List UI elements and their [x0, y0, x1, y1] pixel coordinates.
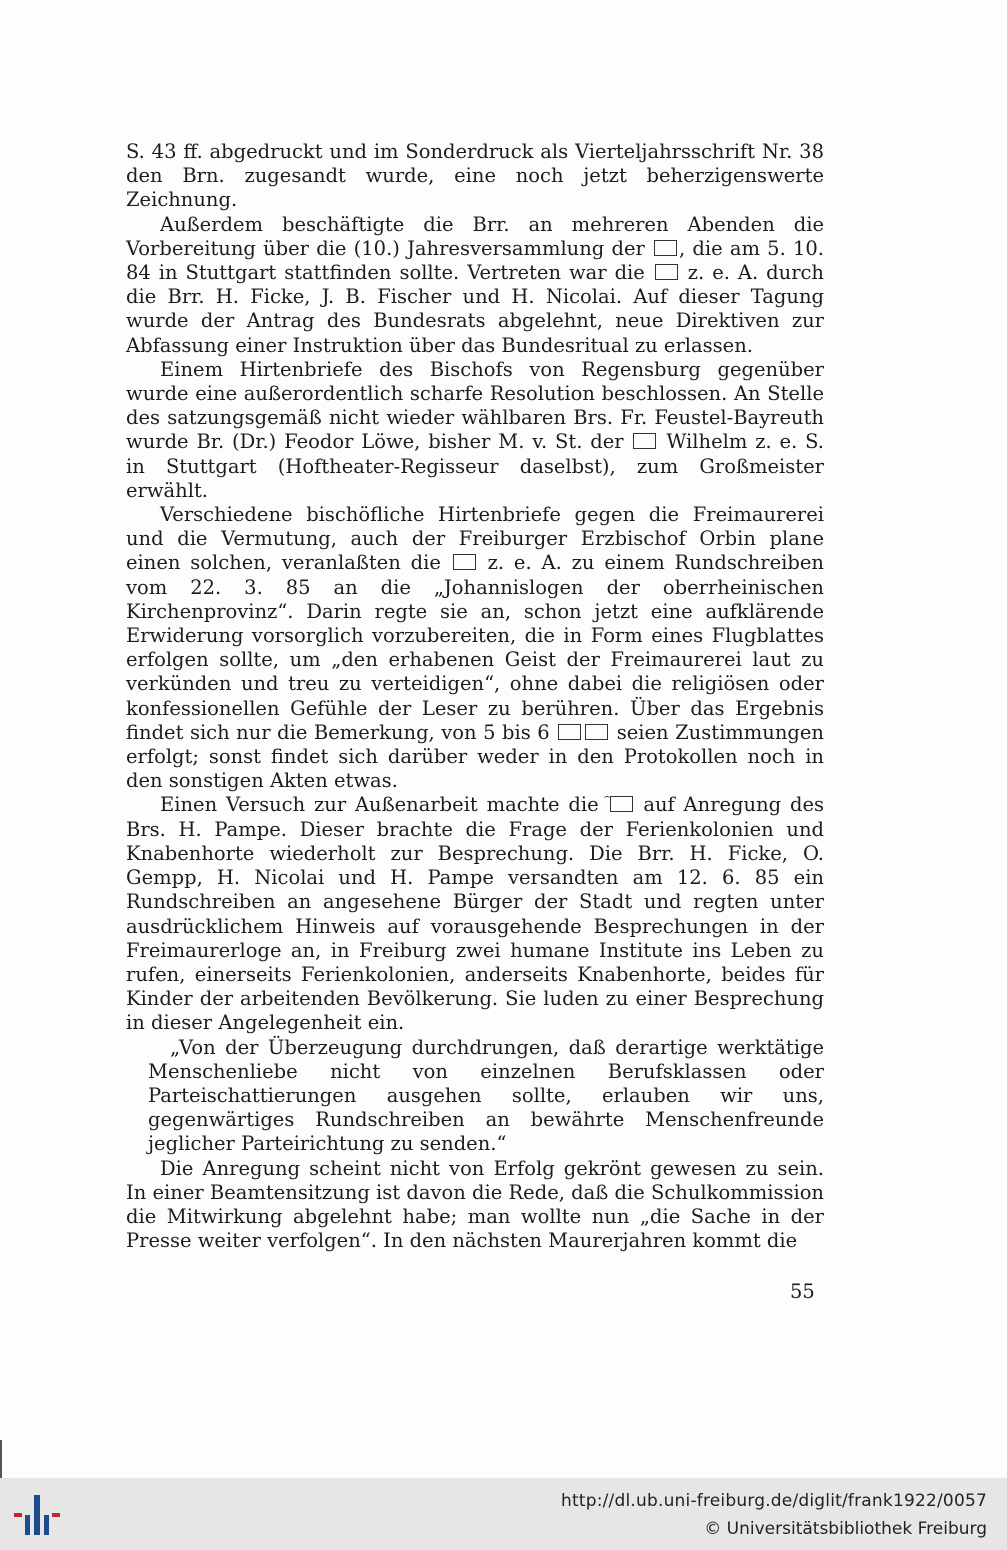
- lodge-symbol-icon: [558, 724, 581, 740]
- lodge-symbol-icon: [654, 240, 677, 256]
- body-text: [126, 140, 824, 1253]
- paragraph: S. 43 ff. abgedruckt und im Sonderdruck als Vierteljahrsschrift Nr. 38 den Brn. zugesandt wurde, eine noch jetzt beherzigenswerte Zeichnung.: [126, 140, 824, 212]
- ub-freiburg-logo-icon[interactable]: [14, 1491, 62, 1539]
- page-number: 55: [790, 1280, 815, 1303]
- scan-edge-line: [0, 1440, 2, 1480]
- lodge-symbol-icon: [453, 554, 476, 570]
- source-url-link[interactable]: http://dl.ub.uni-freiburg.de/diglit/frank1922/0057: [561, 1491, 987, 1511]
- paragraph: Einen Versuch zur Außenarbeit machte die auf Anregung des Brs. H. Pampe. Dieser brachte die Frage der Ferienkolonien und Knabenhorte wiederholt zur Besprechung. Die Brr. H. Ficke, O. Gempp, H. Nicolai und H. Pampe versandten am 12. 6. 85 ein Rundschreiben an angesehene Bürger der Stadt und regten unter ausdrücklichem Hinweis auf vorausgehende Besprechungen in der Freimaurerloge an, in Freiburg zwei humane Institute ins Leben zu rufen, einerseits Ferienkolonien, anderseits Knabenhorte, beides für Kinder der arbeitenden Bevölkerung. Sie luden zu einer Besprechung in dieser Angelegenheit ein.: [126, 793, 824, 1035]
- lodge-symbol-icon: [633, 433, 656, 449]
- lodge-symbol-icon: [655, 264, 678, 280]
- footer-bar: [0, 1478, 1007, 1550]
- paragraph: Verschiedene bischöfliche Hirtenbriefe gegen die Freimaurerei und die Vermutung, auch der Freiburger Erzbischof Orbin plane einen solchen, veranlaßten die z. e. A. zu einem Rundschreiben vom 22. 3. 85 an die „Johannislogen der oberrheinischen Kirchenprovinz“. Darin regte sie an, schon jetzt eine aufklärende Erwiderung vorsorglich vorzubereiten, die in Form eines Flugblattes erfolgen sollte, um „den erhabenen Geist der Freimaurerei laut zu verkünden und treu zu verteidigen“, ohne dabei die religiösen oder konfessionellen Gefühle der Leser zu berühren. Über das Ergebnis findet sich nur die Bemerkung, von 5 bis 6 seien Zustimmungen erfolgt; sonst findet sich darüber weder in den Protokollen noch in den sonstigen Akten etwas.: [126, 503, 824, 793]
- lodge-symbol-icon: [585, 724, 608, 740]
- paragraph: Einem Hirtenbriefe des Bischofs von Regensburg gegenüber wurde eine außerordentlich scharfe Resolution beschlossen. An Stelle des satzungsgemäß nicht wieder wählbaren Brs. Fr. Feustel-Bayreuth wurde Br. (Dr.) Feodor Löwe, bisher M. v. St. der Wilhelm z. e. S. in Stuttgart (Hoftheater-Regisseur daselbst), zum Großmeister erwählt.: [126, 357, 824, 502]
- quotation: „Von der Überzeugung durchdrungen, daß derartige werktätige Menschenliebe nicht von einzelnen Berufsklassen oder Parteischattierungen ausgehen sollte, erlauben wir uns, gegenwärtiges Rundschreiben an bewährte Menschenfreunde jeglicher Parteirichtung zu senden.“: [148, 1035, 824, 1156]
- paragraph: Außerdem beschäftigte die Brr. an mehreren Abenden die Vorbereitung über die (10.) Jahresversammlung der , die am 5. 10. 84 in Stuttgart stattfinden sollte. Vertreten war die z. e. A. durch die Brr. H. Ficke, J. B. Fischer und H. Nicolai. Auf dieser Tagung wurde der Antrag des Bundesrats abgelehnt, neue Direktiven zur Abfassung einer Instruktion über das Bundesritual zu erlassen.: [126, 212, 824, 357]
- paragraph: Die Anregung scheint nicht von Erfolg gekrönt gewesen zu sein. In einer Beamtensitzung ist davon die Rede, daß die Schulkommission die Mitwirkung abgelehnt habe; man wollte nun „die Sache in der Presse weiter verfolgen“. In den nächsten Maurerjahren kommt die: [126, 1156, 824, 1253]
- ink-mark: [604, 796, 610, 801]
- lodge-symbol-icon: [610, 796, 633, 812]
- copyright-notice: © Universitätsbibliothek Freiburg: [704, 1519, 987, 1539]
